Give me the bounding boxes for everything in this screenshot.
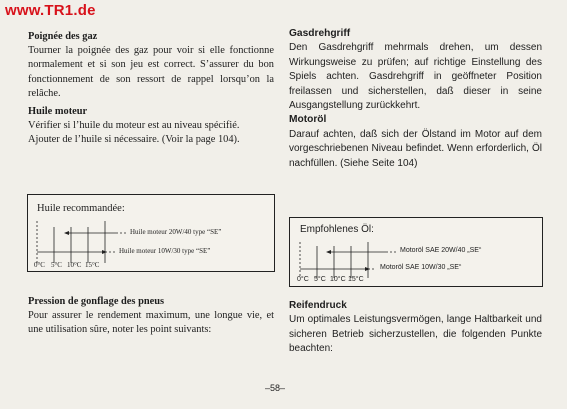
fr-oil-chart [27,194,275,272]
german-column [289,27,542,171]
fr-oil-text-1: Vérifier si l’huile du moteur est au niveau spécifié. [28,120,240,132]
de-tyre-section [289,299,542,357]
fr-oil-10w30: Huile moteur 10W/30 type “SE” [119,247,211,255]
fr-temp-5: 5°C [51,261,62,269]
de-throttle-text: Den Gasdrehgriff mehrmals drehen, um dessen Wirkungsweise zu prüfen; auf richtige Einstellung des Spiels achten. Gasdrehgriff in geöffneter Position freilassen und sicherstellen, daß dieser in seine Ausgangstellung zurückkehrt. [289,42,542,112]
fr-tyre-text: Pour assurer le rendement maximum, une longue vie, et une utilisation sûre, noter les point suivants: [28,310,274,336]
fr-oil-heading: Huile moteur [28,106,88,118]
de-oil-heading: Motoröl [289,114,327,126]
de-tyre-heading: Reifendruck [289,300,347,311]
de-tyre-text: Um optimales Leistungsvermögen, lange Haltbarkeit und sicheren Betrieb sicherzustellen, die folgenden Punkte beachten: [289,314,542,355]
fr-oil-text-2: Ajouter de l’huile si nécessaire. (Voir la page 104). [28,134,240,146]
de-temp-15: 15°C [348,276,364,283]
fr-oil-20w40: Huile moteur 20W/40 type “SE” [130,228,222,236]
page-number: –58– [265,383,286,393]
french-column [28,30,274,148]
fr-tyre-heading: Pression de gonflage des pneus [28,296,165,307]
fr-throttle-heading: Poignée des gaz [28,31,98,42]
fr-oil-chart-title: Huile recommandée: [37,203,125,214]
fr-temp-10: 10°C [67,261,82,269]
de-oil-text: Darauf achten, daß sich der Ölstand im Motor auf dem vorgeschriebenen Niveau befindet. Wenn erforderlich, Öl nachfüllen. (Siehe Seite 104) [289,128,542,169]
de-oil-chart-title: Empfohlenes Öl: [300,224,374,235]
fr-temp-15: 15°C [85,261,100,269]
watermark: www.TR1.de [5,2,96,19]
de-temp-5: 5°C [314,276,326,283]
fr-temp-0: 0°C [34,261,45,269]
de-throttle-heading: Gasdrehgriff [289,28,351,39]
fr-throttle-text: Tourner la poignée des gaz pour voir si elle fonctionne normalement et si son jeu est correct. S’assurer du bon fonctionnement de son ressort de rappel lorsqu’on la relâche. [28,45,274,99]
de-oil-chart [289,217,543,287]
de-oil-10w30: Motoröl SAE 10W/30 „SE“ [380,264,462,271]
fr-tyre-section [28,295,274,338]
de-temp-10: 10°C [330,276,346,283]
de-oil-20w40: Motoröl SAE 20W/40 „SE“ [400,247,482,254]
de-temp-0: 0°C [297,276,309,283]
